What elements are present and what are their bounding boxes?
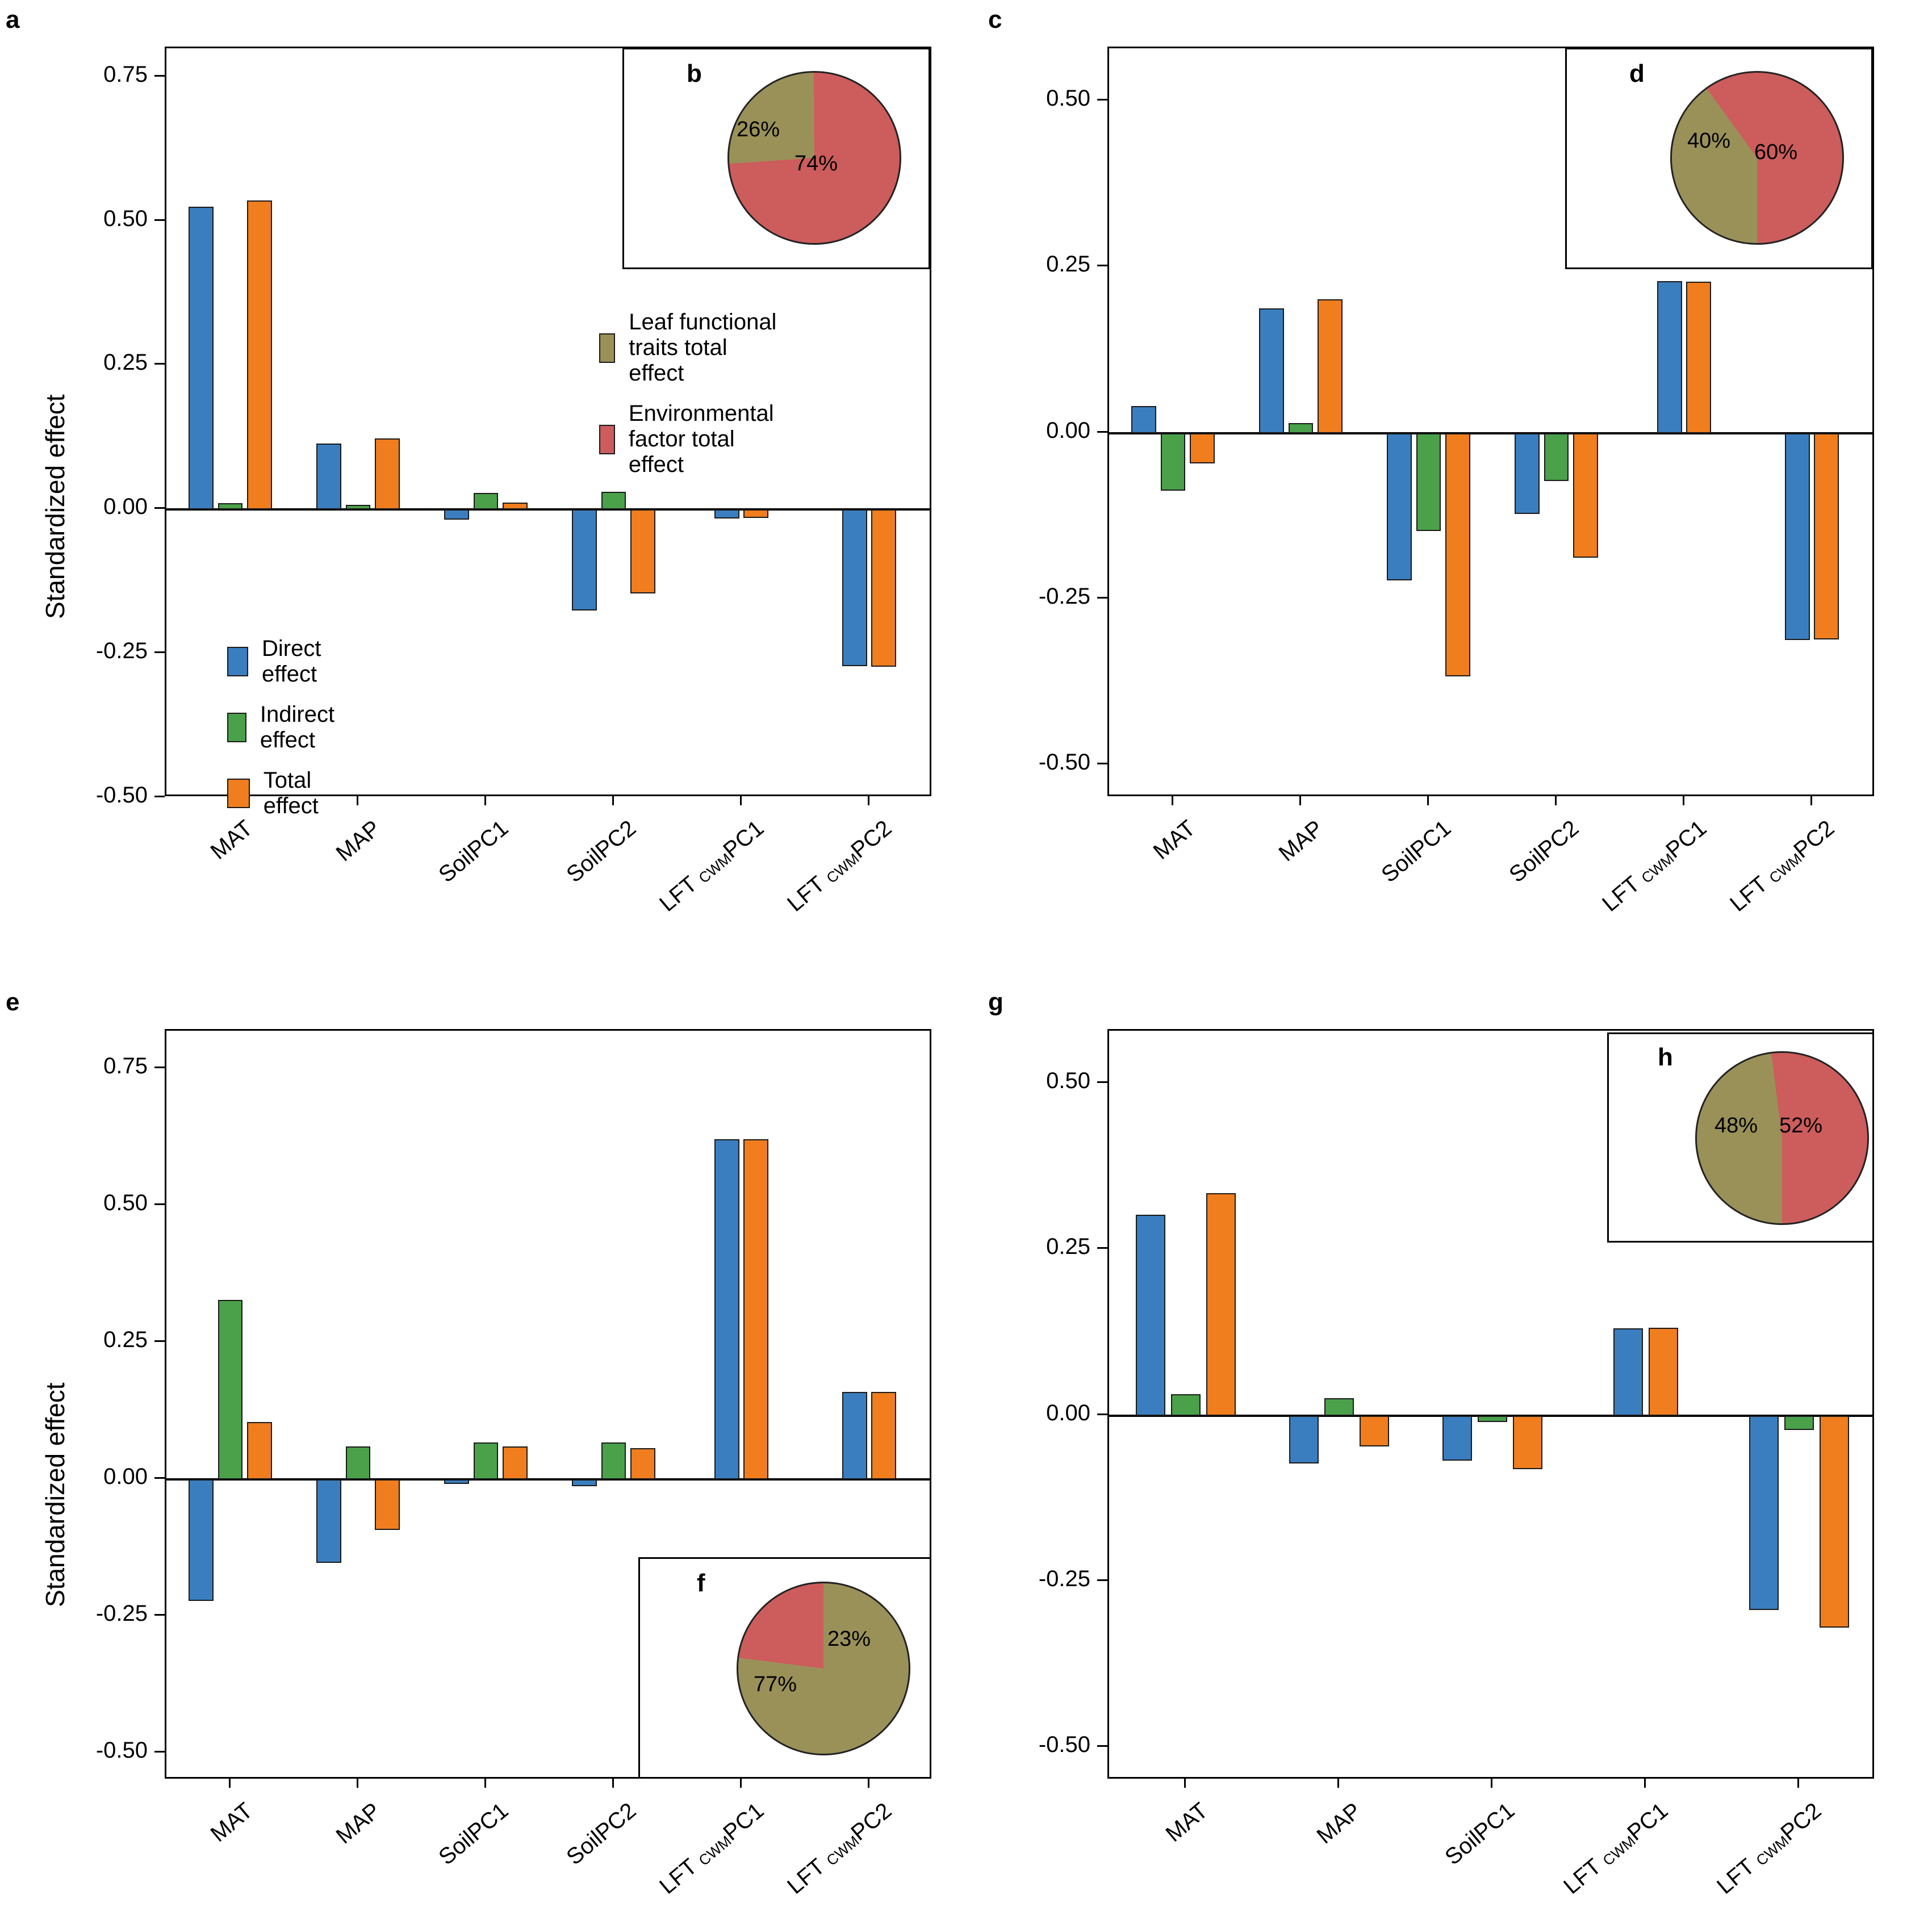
x-tick-mark-c-0 <box>1172 796 1173 805</box>
x-tick-label-g-MAP: MAP <box>1312 1798 1366 1849</box>
x-tick-mark-a-4 <box>740 796 742 805</box>
bar-c-LFT_CWM_PC1-total-effect <box>1686 282 1711 433</box>
y-tick-mark-e-1 <box>154 1614 165 1616</box>
bar-c-MAP-direct-effect <box>1259 308 1284 433</box>
legend-label-direct: Direct effect <box>261 636 321 687</box>
bar-g-LFT_CWM_PC2-indirect-effect <box>1784 1416 1814 1431</box>
bar-g-LFT_CWM_PC2-direct-effect <box>1749 1416 1779 1610</box>
y-tick-label-e-2: 0.00 <box>103 1464 148 1490</box>
bar-e-LFT_CWM_PC2-direct-effect <box>842 1392 867 1479</box>
x-tick-mark-c-2 <box>1427 796 1429 805</box>
bar-g-SoilPC1-direct-effect <box>1442 1416 1473 1461</box>
y-tick-label-e-0: -0.50 <box>95 1737 148 1763</box>
x-tick-mark-c-3 <box>1555 796 1557 805</box>
bar-c-LFT_CWM_PC2-total-effect <box>1814 433 1839 639</box>
y-tick-label-g-0: -0.50 <box>1038 1732 1090 1757</box>
bar-g-LFT_CWM_PC2-total-effect <box>1820 1416 1850 1628</box>
x-tick-mark-a-1 <box>357 796 358 805</box>
bar-c-MAP-indirect-effect <box>1289 423 1314 433</box>
panel-letter-a: a <box>6 6 20 34</box>
pie-chart-f <box>737 1582 910 1755</box>
pie-label-d-traits: 40% <box>1687 129 1731 153</box>
y-tick-label-a-2: 0.00 <box>103 494 148 520</box>
y-tick-label-a-3: 0.25 <box>103 350 148 375</box>
legend-item-direct-effect <box>227 636 345 687</box>
x-tick-label-c-SoilPC2: SoilPC2 <box>1504 816 1583 888</box>
zero-line-a <box>166 508 930 511</box>
bar-e-SoilPC1-total-effect <box>503 1446 528 1479</box>
axis-label-y-e: Standardized effect <box>40 1382 70 1607</box>
inset-panel-d <box>1565 48 1873 269</box>
panel-letter-c: c <box>988 6 1002 34</box>
x-tick-mark-g-2 <box>1491 1779 1492 1788</box>
x-tick-mark-c-4 <box>1683 796 1684 805</box>
x-tick-mark-e-4 <box>740 1779 742 1788</box>
x-tick-mark-g-0 <box>1184 1779 1186 1788</box>
y-tick-label-c-2: 0.00 <box>1046 417 1090 443</box>
bar-e-MAP-indirect-effect <box>346 1446 371 1479</box>
bar-e-SoilPC2-indirect-effect <box>601 1442 626 1480</box>
x-tick-label-c-LFT_CWM_PC1: LFT CWMPC1 <box>1597 816 1711 917</box>
panel-letter-h: h <box>1658 1043 1673 1071</box>
bar-a-SoilPC2-total-effect <box>630 509 655 593</box>
y-tick-mark-e-2 <box>154 1477 165 1479</box>
x-tick-mark-g-3 <box>1644 1779 1646 1788</box>
x-tick-label-e-MAP: MAP <box>331 1798 385 1849</box>
x-tick-mark-e-5 <box>868 1779 869 1788</box>
bar-a-MAP-total-effect <box>375 438 400 509</box>
legend-swatch-total <box>227 779 250 808</box>
x-tick-label-e-SoilPC1: SoilPC1 <box>433 1798 513 1870</box>
bar-g-LFT_CWM_PC1-total-effect <box>1649 1328 1679 1415</box>
y-tick-mark-g-0 <box>1097 1745 1107 1747</box>
y-tick-mark-c-3 <box>1097 265 1107 266</box>
legend-label-total: Total effect <box>263 768 319 818</box>
x-tick-label-a-MAP: MAP <box>331 816 385 867</box>
pie-label-d-environment: 60% <box>1754 140 1798 164</box>
y-tick-label-c-3: 0.25 <box>1046 252 1090 277</box>
bar-e-SoilPC2-direct-effect <box>572 1479 597 1486</box>
y-tick-label-a-0: -0.50 <box>95 783 148 808</box>
y-tick-label-g-3: 0.25 <box>1046 1234 1090 1260</box>
y-tick-label-a-1: -0.25 <box>95 638 148 664</box>
bar-a-LFT_CWM_PC1-direct-effect <box>714 509 739 518</box>
pie-label-h-environment: 52% <box>1779 1114 1823 1138</box>
y-tick-label-c-0: -0.50 <box>1038 749 1090 775</box>
legend-item-environment <box>599 401 788 478</box>
y-tick-mark-e-5 <box>154 1067 165 1068</box>
pie-label-b-traits: 26% <box>737 118 780 141</box>
bar-g-SoilPC1-total-effect <box>1513 1416 1543 1470</box>
bar-g-MAP-total-effect <box>1360 1416 1390 1447</box>
legend-swatch-indirect <box>227 713 246 742</box>
x-tick-label-e-MAT: MAT <box>206 1798 257 1847</box>
x-tick-label-c-MAT: MAT <box>1148 816 1200 865</box>
bar-a-MAT-total-effect <box>247 200 272 509</box>
x-tick-label-g-MAT: MAT <box>1161 1798 1213 1847</box>
x-tick-mark-c-5 <box>1810 796 1812 805</box>
legend-item-indirect-effect <box>227 702 345 753</box>
bar-g-MAP-indirect-effect <box>1324 1398 1354 1415</box>
y-tick-mark-a-3 <box>154 363 165 365</box>
bar-a-LFT_CWM_PC2-direct-effect <box>842 509 867 666</box>
legend-label-environment: Environmental factor total effect <box>628 401 774 477</box>
zero-line-c <box>1109 432 1872 434</box>
y-tick-label-e-1: -0.25 <box>95 1600 148 1626</box>
x-tick-label-e-SoilPC2: SoilPC2 <box>561 1798 641 1870</box>
y-tick-mark-g-4 <box>1097 1081 1107 1083</box>
bar-c-SoilPC1-indirect-effect <box>1416 433 1441 532</box>
bar-g-LFT_CWM_PC1-direct-effect <box>1613 1328 1644 1415</box>
bar-c-SoilPC2-direct-effect <box>1515 433 1540 515</box>
y-tick-mark-g-3 <box>1097 1247 1107 1249</box>
bar-a-SoilPC2-indirect-effect <box>601 492 626 509</box>
legend-swatch-direct <box>227 647 248 676</box>
x-tick-label-e-LFT_CWM_PC2: LFT CWMPC2 <box>782 1798 896 1899</box>
bar-g-SoilPC1-indirect-effect <box>1478 1416 1508 1423</box>
y-tick-mark-a-4 <box>154 219 165 221</box>
bar-c-LFT_CWM_PC1-direct-effect <box>1657 281 1682 433</box>
bar-a-SoilPC1-indirect-effect <box>474 493 499 509</box>
x-tick-label-a-MAT: MAT <box>206 816 257 865</box>
panel-letter-g: g <box>988 988 1003 1016</box>
y-tick-label-a-4: 0.50 <box>103 206 148 231</box>
bar-e-SoilPC1-direct-effect <box>444 1479 469 1484</box>
bar-e-MAT-indirect-effect <box>218 1300 243 1479</box>
y-tick-label-e-5: 0.75 <box>103 1053 148 1079</box>
bar-c-SoilPC2-total-effect <box>1573 433 1598 558</box>
x-tick-label-g-LFT_CWM_PC1: LFT CWMPC1 <box>1559 1798 1673 1899</box>
bar-c-LFT_CWM_PC2-direct-effect <box>1785 433 1810 640</box>
y-tick-mark-e-0 <box>154 1751 165 1753</box>
bar-c-SoilPC1-total-effect <box>1445 433 1470 677</box>
bar-c-MAT-direct-effect <box>1131 406 1156 433</box>
x-tick-mark-e-2 <box>484 1779 486 1788</box>
bar-e-MAT-direct-effect <box>189 1479 214 1601</box>
zero-line-e <box>166 1478 930 1481</box>
x-tick-label-g-SoilPC1: SoilPC1 <box>1440 1798 1520 1870</box>
x-tick-mark-a-3 <box>612 796 614 805</box>
y-tick-mark-c-4 <box>1097 99 1107 101</box>
legend-label-indirect: Indirect effect <box>260 702 335 752</box>
pie-label-f-traits: 77% <box>754 1672 797 1696</box>
bar-a-MAT-indirect-effect <box>218 503 243 509</box>
bar-a-LFT_CWM_PC2-total-effect <box>871 509 896 667</box>
x-tick-label-a-SoilPC2: SoilPC2 <box>561 816 641 888</box>
y-tick-mark-g-1 <box>1097 1579 1107 1581</box>
bar-e-MAT-total-effect <box>247 1422 272 1479</box>
y-tick-mark-c-1 <box>1097 597 1107 599</box>
x-tick-label-a-LFT_CWM_PC2: LFT CWMPC2 <box>782 816 896 917</box>
y-tick-mark-a-1 <box>154 651 165 653</box>
y-tick-mark-a-0 <box>154 796 165 797</box>
x-tick-mark-c-1 <box>1299 796 1301 805</box>
bar-c-MAT-indirect-effect <box>1161 433 1186 491</box>
bar-c-MAP-total-effect <box>1318 299 1343 433</box>
bar-g-MAT-total-effect <box>1206 1193 1236 1415</box>
x-tick-mark-g-4 <box>1797 1779 1799 1788</box>
bar-c-SoilPC2-indirect-effect <box>1544 433 1569 481</box>
panel-letter-e: e <box>6 988 20 1016</box>
panel-letter-b: b <box>687 60 702 87</box>
panel-letter-d: d <box>1629 60 1645 87</box>
legend-item-traits <box>599 310 788 386</box>
bar-a-MAP-indirect-effect <box>346 505 371 509</box>
inset-panel-h <box>1607 1032 1874 1243</box>
bar-a-SoilPC1-direct-effect <box>444 509 469 519</box>
x-tick-mark-e-1 <box>357 1779 358 1788</box>
x-tick-label-e-LFT_CWM_PC1: LFT CWMPC1 <box>654 1798 768 1899</box>
axis-label-y-a: Standardized effect <box>40 394 70 619</box>
x-tick-label-g-LFT_CWM_PC2: LFT CWMPC2 <box>1712 1798 1826 1899</box>
legend-swatch-environment <box>599 425 615 454</box>
legend-label-traits: Leaf functional traits total effect <box>629 310 777 386</box>
y-tick-label-c-4: 0.50 <box>1046 86 1090 111</box>
legend-swatch-traits <box>599 333 615 363</box>
x-tick-mark-e-0 <box>229 1779 231 1788</box>
x-tick-mark-g-1 <box>1337 1779 1339 1788</box>
bar-a-MAP-direct-effect <box>316 444 341 510</box>
x-tick-label-c-SoilPC1: SoilPC1 <box>1376 816 1456 888</box>
y-tick-label-a-5: 0.75 <box>103 61 148 87</box>
inset-panel-f <box>638 1557 931 1779</box>
bar-e-LFT_CWM_PC1-direct-effect <box>714 1139 739 1479</box>
bar-c-SoilPC1-direct-effect <box>1387 433 1412 580</box>
y-tick-mark-g-2 <box>1097 1414 1107 1415</box>
x-tick-mark-a-5 <box>868 796 869 805</box>
y-tick-label-g-1: -0.25 <box>1038 1566 1090 1591</box>
bar-g-MAP-direct-effect <box>1289 1416 1319 1463</box>
y-tick-label-c-1: -0.25 <box>1038 583 1090 609</box>
legend-series-a <box>227 636 345 834</box>
y-tick-label-e-3: 0.25 <box>103 1327 148 1353</box>
x-tick-label-a-SoilPC1: SoilPC1 <box>433 816 513 888</box>
bar-c-MAT-total-effect <box>1190 433 1215 464</box>
y-tick-mark-e-4 <box>154 1203 165 1205</box>
bar-e-MAP-direct-effect <box>316 1479 341 1562</box>
x-tick-mark-a-2 <box>484 796 486 805</box>
bar-g-MAT-direct-effect <box>1136 1215 1166 1416</box>
y-tick-mark-c-0 <box>1097 763 1107 764</box>
bar-a-LFT_CWM_PC1-total-effect <box>743 509 768 517</box>
y-tick-mark-c-2 <box>1097 431 1107 433</box>
x-tick-label-c-MAP: MAP <box>1274 816 1328 867</box>
x-tick-mark-e-3 <box>612 1779 614 1788</box>
bar-e-SoilPC2-total-effect <box>630 1448 655 1479</box>
bar-e-MAP-total-effect <box>375 1479 400 1530</box>
panel-letter-f: f <box>697 1569 705 1597</box>
x-tick-label-a-LFT_CWM_PC1: LFT CWMPC1 <box>654 816 768 917</box>
y-tick-mark-e-3 <box>154 1340 165 1342</box>
bar-e-SoilPC1-indirect-effect <box>474 1442 499 1480</box>
pie-label-h-traits: 48% <box>1714 1114 1758 1138</box>
y-tick-label-g-4: 0.50 <box>1046 1068 1090 1094</box>
bar-a-SoilPC1-total-effect <box>503 503 528 509</box>
y-tick-mark-a-2 <box>154 507 165 509</box>
y-tick-label-e-4: 0.50 <box>103 1190 148 1216</box>
y-tick-label-g-2: 0.00 <box>1046 1400 1090 1425</box>
pie-label-b-environment: 74% <box>794 152 838 175</box>
bar-a-MAT-direct-effect <box>189 207 214 509</box>
pie-chart-h <box>1695 1051 1869 1225</box>
pie-label-f-environment: 23% <box>827 1627 871 1651</box>
bar-a-SoilPC2-direct-effect <box>572 509 597 610</box>
inset-panel-b <box>622 48 930 269</box>
x-tick-label-c-LFT_CWM_PC2: LFT CWMPC2 <box>1725 816 1839 917</box>
legend-pie-categories <box>599 310 788 492</box>
bar-g-MAT-indirect-effect <box>1171 1394 1201 1415</box>
bar-e-LFT_CWM_PC1-total-effect <box>743 1139 768 1479</box>
bar-e-LFT_CWM_PC2-total-effect <box>871 1392 896 1479</box>
y-tick-mark-a-5 <box>154 75 165 77</box>
legend-item-total-effect <box>227 768 345 819</box>
